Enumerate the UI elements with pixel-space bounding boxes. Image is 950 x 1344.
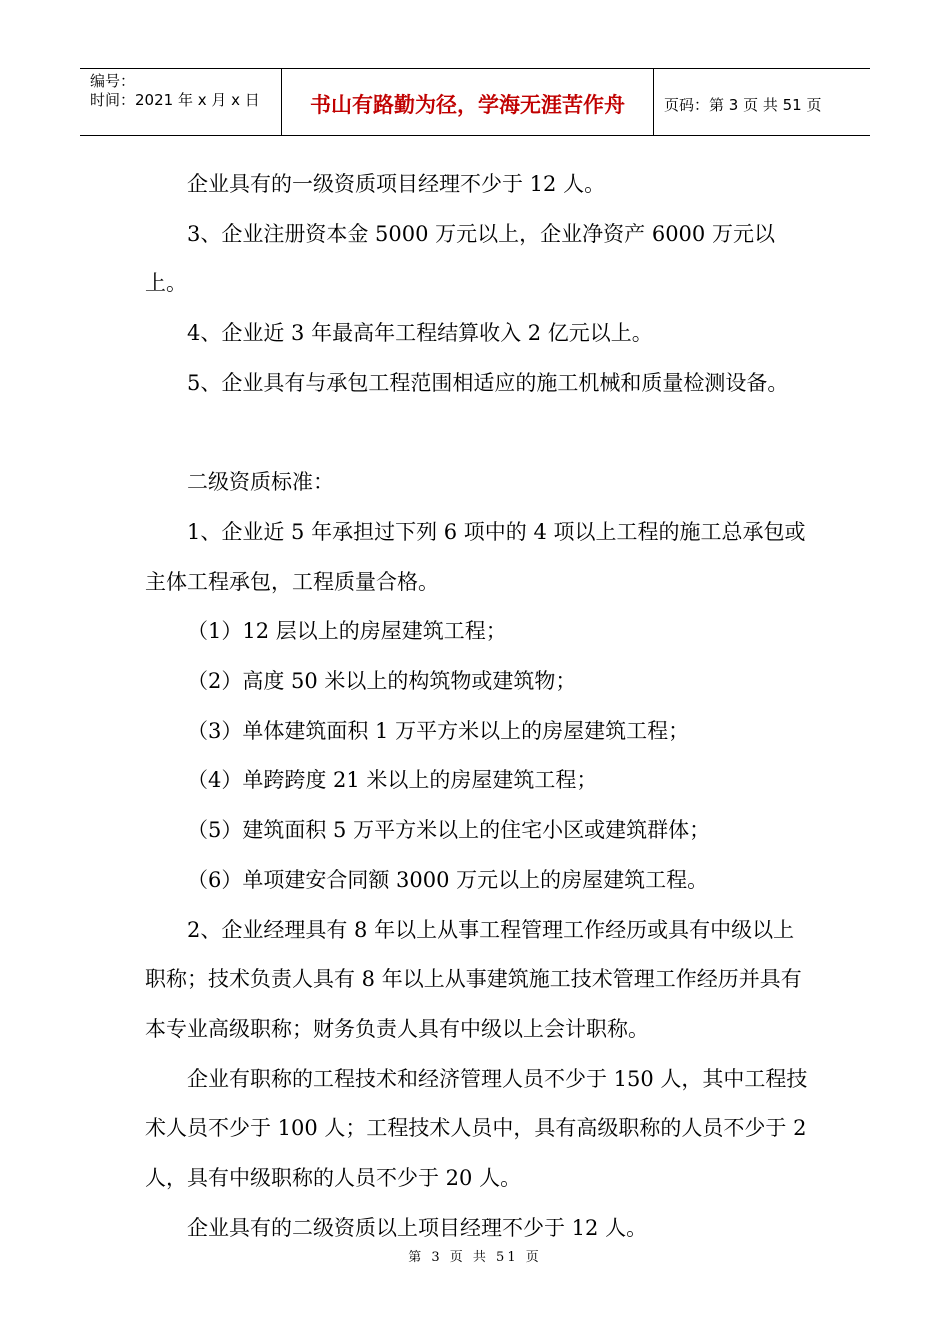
paragraph: 5、企业具有与承包工程范围相适应的施工机械和质量检测设备。 bbox=[187, 370, 789, 395]
list-item: （4）单跨跨度 21 米以上的房屋建筑工程； bbox=[187, 768, 598, 793]
section-heading: 二级资质标准： bbox=[187, 470, 334, 495]
paragraph: 3、企业注册资本金 5000 万元以上，企业净资产 6000 万元以上。 bbox=[145, 221, 775, 296]
blank-line bbox=[145, 409, 815, 459]
header-motto: 书山有路勤为径，学海无涯苦作舟 bbox=[282, 69, 654, 135]
list-item: （5）建筑面积 5 万平方米以上的住宅小区或建筑群体； bbox=[187, 818, 711, 843]
list-item: （1）12 层以上的房屋建筑工程； bbox=[187, 619, 507, 644]
list-item: （2）高度 50 米以上的构筑物或建筑物； bbox=[187, 669, 577, 694]
paragraph: 企业具有的一级资质项目经理不少于 12 人。 bbox=[187, 172, 606, 196]
header-meta bbox=[80, 69, 282, 135]
document-time: 时间：2021 年 x 月 x 日 bbox=[90, 91, 260, 109]
document-number: 编号： bbox=[90, 72, 136, 90]
paragraph: 2、企业经理具有 8 年以上从事工程管理工作经历或具有中级以上职称；技术负责人具有 8 年以上从事建筑施工技术管理工作经历并具有本专业高级职称；财务负责人具有中级以上会计职称。 bbox=[145, 917, 802, 1041]
page-footer: 第 3 页 共 51 页 bbox=[408, 1250, 542, 1265]
header-page-info: 页码：第 3 页 共 51 页 bbox=[664, 95, 822, 114]
page-header bbox=[80, 68, 870, 136]
paragraph: 企业具有的二级资质以上项目经理不少于 12 人。 bbox=[187, 1215, 648, 1240]
paragraph: 1、企业近 5 年承担过下列 6 项中的 4 项以上工程的施工总承包或主体工程承包，工程质量合格。 bbox=[145, 519, 806, 594]
list-item: （6）单项建安合同额 3000 万元以上的房屋建筑工程。 bbox=[187, 867, 709, 892]
document-body bbox=[145, 160, 815, 1253]
list-item: （3）单体建筑面积 1 万平方米以上的房屋建筑工程； bbox=[187, 718, 690, 743]
paragraph: 企业有职称的工程技术和经济管理人员不少于 150 人，其中工程技术人员不少于 100 人；工程技术人员中，具有高级职称的人员不少于 2 人，具有中级职称的人员不少于 20 人。 bbox=[145, 1066, 808, 1191]
paragraph: 4、企业近 3 年最高年工程结算收入 2 亿元以上。 bbox=[187, 321, 653, 346]
